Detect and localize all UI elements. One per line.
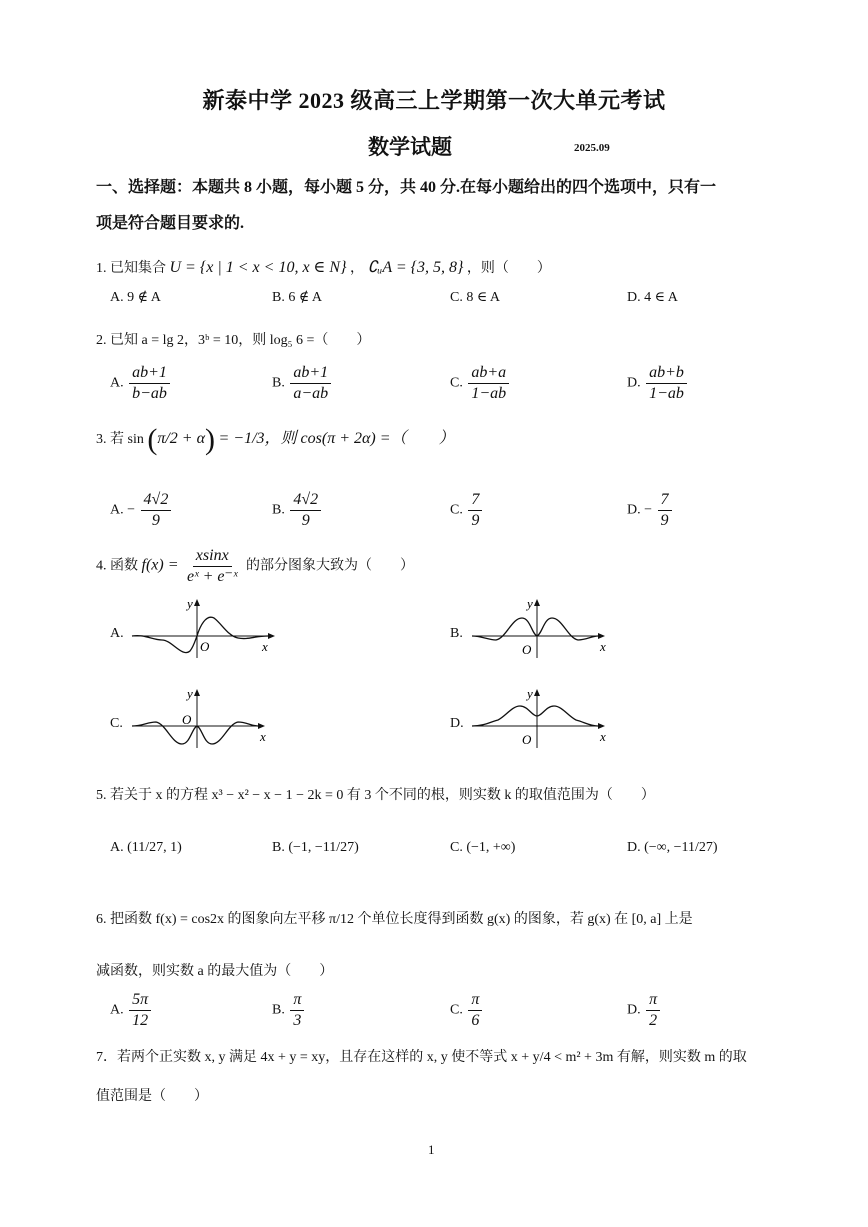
- q1-option-c: C. 8 ∈ A: [450, 290, 501, 305]
- q2-option-d: [627, 363, 689, 404]
- q4-c-y: y: [187, 686, 193, 701]
- q5-stem: 5. 若关于 x 的方程 x³ − x² − x − 1 − 2k = 0 有 3 个不同的根，则实数 k 的取值范围为（ ）: [96, 788, 655, 803]
- q3-sign-d: −: [644, 502, 653, 518]
- q4-label-c: C.: [110, 716, 123, 731]
- q6-den-c: 6: [471, 1012, 480, 1029]
- q5-option-c: C. (−1, +∞): [450, 840, 516, 855]
- q4-b-y: y: [527, 596, 533, 611]
- q3-num-b: 4√2: [290, 490, 321, 511]
- q2-num-a: ab+1: [129, 363, 170, 384]
- q1-comma: ，: [349, 261, 364, 276]
- q3-den-c: 9: [471, 512, 480, 529]
- section-heading-line1: 一、选择题：本题共 8 小题，每小题 5 分，共 40 分.在每小题给出的四个选项中，只有一: [96, 179, 717, 196]
- q3-num-a: 4√2: [141, 490, 172, 511]
- q2-den-c: 1−ab: [471, 385, 507, 402]
- q2-label-d: D.: [627, 375, 641, 391]
- q6-line2: 减函数，则实数 a 的最大值为（ ）: [96, 964, 334, 979]
- q3-sign-a: −: [127, 502, 136, 518]
- q6-den-a: 12: [132, 1012, 149, 1029]
- q3-option-a: [110, 490, 173, 531]
- q1-set-u: U = {x | 1 < x < 10, x ∈ N}: [169, 259, 347, 276]
- q4-b-x: x: [600, 639, 606, 654]
- q3-prefix: 3. 若 sin: [96, 432, 144, 448]
- q2-num-b: ab+1: [290, 363, 331, 384]
- q6-label-d: D.: [627, 1002, 641, 1018]
- q1-suffix: ，则（ ）: [466, 261, 551, 276]
- q4-graph-b: [470, 596, 620, 661]
- q6-line1: 6. 把函数 f(x) = cos2x 的图象向左平移 π/12 个单位长度得到函数 g(x) 的图象，若 g(x) 在 [0, a] 上是: [96, 912, 693, 927]
- q1-complement: ∁ᵤA = {3, 5, 8}: [367, 259, 464, 276]
- q2-option-c: [450, 363, 511, 404]
- q6-den-b: 3: [293, 1012, 302, 1029]
- q4-prefix: 4. 函数: [96, 558, 138, 574]
- q4-d-origin: O: [522, 732, 532, 747]
- section-heading-line2: 项是符合题目要求的.: [96, 215, 245, 232]
- q3-option-c: [450, 490, 484, 531]
- q4-c-origin: O: [182, 712, 192, 727]
- exam-title: 新泰中学 2023 级高三上学期第一次大单元考试: [202, 88, 666, 113]
- q1-option-b: B. 6 ∉ A: [272, 290, 323, 305]
- q7-line2: 值范围是（ ）: [96, 1089, 208, 1104]
- q2-option-a: [110, 363, 172, 404]
- q4-suffix: 的部分图象大致为（ ）: [245, 558, 414, 574]
- q3-den-d: 9: [660, 512, 669, 529]
- q3-option-b: [272, 490, 323, 531]
- q2-num-c: ab+a: [468, 363, 509, 384]
- q3-label-c: C.: [450, 502, 463, 518]
- q1-prefix: 1. 已知集合: [96, 261, 166, 276]
- q6-label-c: C.: [450, 1002, 463, 1018]
- q4-a-y: y: [187, 596, 193, 611]
- q4-func: f(x) =: [141, 556, 179, 574]
- q6-label-a: A.: [110, 1002, 124, 1018]
- q6-label-b: B.: [272, 1002, 285, 1018]
- q2-label-b: B.: [272, 375, 285, 391]
- q4-d-y: y: [527, 686, 533, 701]
- q2-option-b: [272, 363, 333, 404]
- q5-option-d: D. (−∞, −11/27): [627, 840, 718, 855]
- q6-num-b: π: [290, 990, 304, 1011]
- q1-option-a: A. 9 ∉ A: [110, 290, 161, 305]
- q4-label-a: A.: [110, 626, 124, 641]
- q3-label-a: A.: [110, 502, 124, 518]
- q5-option-b: B. (−1, −11/27): [272, 840, 359, 855]
- q4-graph-a: [130, 596, 280, 661]
- q6-den-d: 2: [649, 1012, 658, 1029]
- q4-label-b: B.: [450, 626, 463, 641]
- q2-stem: 2. 已知 a = lg 2，3ᵇ = 10，则 log₅ 6 =（ ）: [96, 333, 371, 348]
- q4-label-d: D.: [450, 716, 464, 731]
- q4-graph-d: [470, 686, 620, 751]
- q3-mid: = −1/3，则 cos(π + 2α) =（ ）: [218, 430, 455, 448]
- q4-d-x: x: [600, 729, 606, 744]
- q7-line1: 7．若两个正实数 x, y 满足 4x + y = xy，且存在这样的 x, y 使不等式 x + y/4 < m² + 3m 有解，则实数 m 的取: [96, 1050, 747, 1065]
- q6-num-d: π: [646, 990, 660, 1011]
- q2-den-a: b−ab: [132, 385, 167, 402]
- q3-num-d: 7: [658, 490, 672, 511]
- q4-a-x: x: [262, 639, 268, 654]
- q3-label-d: D.: [627, 502, 641, 518]
- exam-subtitle: 数学试题: [368, 135, 452, 159]
- q4-num: xsinx: [193, 546, 232, 567]
- q6-option-a: [110, 990, 153, 1031]
- q6-option-c: [450, 990, 484, 1031]
- q3-option-d: [627, 490, 674, 531]
- page-number: 1: [428, 1142, 435, 1157]
- q2-label-c: C.: [450, 375, 463, 391]
- q2-num-d: ab+b: [646, 363, 687, 384]
- q1-stem: [96, 257, 551, 277]
- q2-den-d: 1−ab: [649, 385, 684, 402]
- q3-stem: 3. 若 sin (π/2 + α) = −1/3，则 cos(π + 2α) =（ ）: [96, 423, 455, 456]
- q2-den-b: a−ab: [293, 385, 329, 402]
- q4-c-x: x: [260, 729, 266, 744]
- q4-graph-c: [130, 686, 280, 751]
- q5-option-a: A. (11/27, 1): [110, 840, 182, 855]
- q3-den-a: 9: [151, 512, 160, 529]
- q3-den-b: 9: [301, 512, 310, 529]
- q4-den: eˣ + e⁻ˣ: [187, 568, 238, 585]
- q4-b-origin: O: [522, 642, 532, 657]
- q3-num-c: 7: [468, 490, 482, 511]
- q4-a-origin: O: [200, 639, 210, 654]
- q1-option-d: D. 4 ∈ A: [627, 290, 678, 305]
- exam-date: 2025.09: [574, 142, 610, 154]
- q4-stem: [96, 546, 414, 587]
- q6-option-b: [272, 990, 306, 1031]
- q6-option-d: [627, 990, 662, 1031]
- q3-arg: π/2 + α: [157, 430, 205, 448]
- q2-label-a: A.: [110, 375, 124, 391]
- q6-num-a: 5π: [129, 990, 151, 1011]
- q6-num-c: π: [468, 990, 482, 1011]
- q3-label-b: B.: [272, 502, 285, 518]
